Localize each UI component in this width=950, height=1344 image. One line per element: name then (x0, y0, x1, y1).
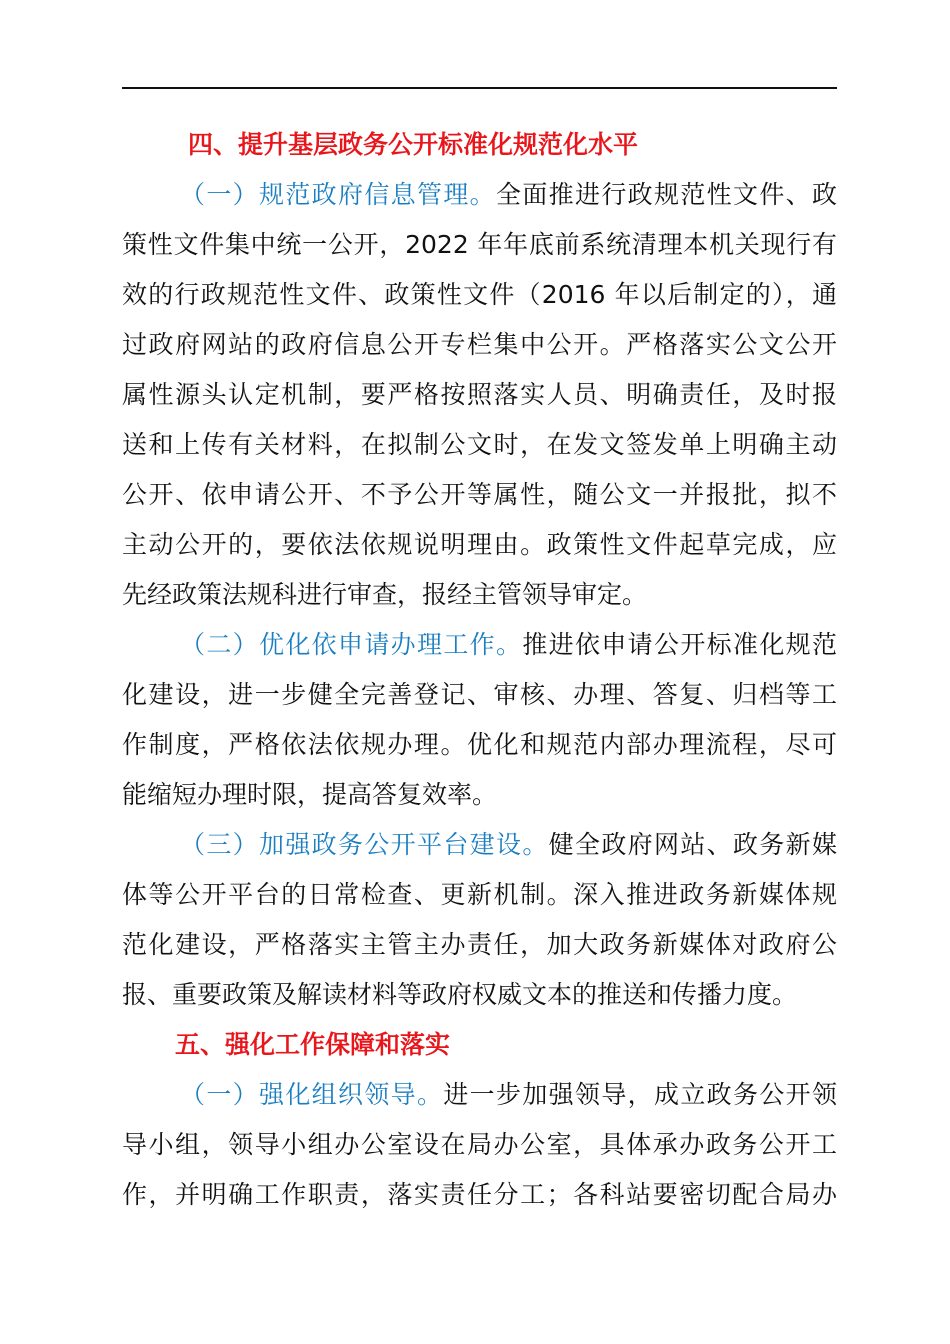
paragraph-line: 策性文件集中统一公开，2022 年年底前系统清理本机关现行有 (122, 230, 837, 259)
paragraph-line: 化建设，进一步健全完善登记、审核、办理、答复、归档等工 (122, 680, 837, 709)
paragraph-5-1 (122, 1070, 837, 1220)
paragraph-line: 主动公开的，要依法依规说明理由。政策性文件起草完成，应 (122, 530, 837, 559)
paragraph-4-2 (122, 620, 837, 820)
header-rule (122, 87, 837, 89)
paragraph-line: 导小组，领导小组办公室设在局办公室，具体承办政务公开工 (122, 1130, 837, 1159)
subsection-title: （二）优化依申请办理工作。 (180, 630, 523, 659)
paragraph-4-1 (122, 170, 837, 620)
paragraph-4-3 (122, 820, 837, 1020)
section-heading-5: 五、强化工作保障和落实 (175, 1030, 451, 1059)
paragraph-line: （二）优化依申请办理工作。推进依申请公开标准化规范 (180, 630, 837, 659)
subsection-title: （三）加强政务公开平台建设。 (180, 830, 549, 859)
paragraph-line: 公开、依申请公开、不予公开等属性，随公文一并报批，拟不 (122, 480, 837, 509)
paragraph-line: （三）加强政务公开平台建设。健全政府网站、政务新媒 (180, 830, 837, 859)
paragraph-line: 作制度，严格依法依规办理。优化和规范内部办理流程，尽可 (122, 730, 837, 759)
paragraph-line: 作，并明确工作职责，落实责任分工；各科站要密切配合局办 (122, 1180, 837, 1209)
document-body (122, 120, 837, 1220)
paragraph-line: 范化建设，严格落实主管主办责任，加大政务新媒体对政府公 (122, 930, 837, 959)
paragraph-line: （一）强化组织领导。进一步加强领导，成立政务公开领 (180, 1080, 837, 1109)
subsection-title: （一）规范政府信息管理。 (180, 180, 496, 209)
paragraph-line: 送和上传有关材料，在拟制公文时，在发文签发单上明确主动 (122, 430, 837, 459)
subsection-title: （一）强化组织领导。 (180, 1080, 444, 1109)
paragraph-line: 报、重要政策及解读材料等政府权威文本的推送和传播力度。 (122, 980, 798, 1009)
paragraph-line: 属性源头认定机制，要严格按照落实人员、明确责任，及时报 (122, 380, 837, 409)
paragraph-line: 先经政策法规科进行审查，报经主管领导审定。 (122, 580, 648, 609)
paragraph-line: 过政府网站的政府信息公开专栏集中公开。严格落实公文公开 (122, 330, 837, 359)
paragraph-line: （一）规范政府信息管理。全面推进行政规范性文件、政 (180, 180, 837, 209)
paragraph-line: 效的行政规范性文件、政策性文件（2016 年以后制定的），通 (122, 280, 837, 309)
paragraph-line: 能缩短办理时限，提高答复效率。 (122, 780, 498, 809)
paragraph-line: 体等公开平台的日常检查、更新机制。深入推进政务新媒体规 (122, 880, 837, 909)
section-heading-4: 四、提升基层政务公开标准化规范化水平 (188, 130, 639, 159)
